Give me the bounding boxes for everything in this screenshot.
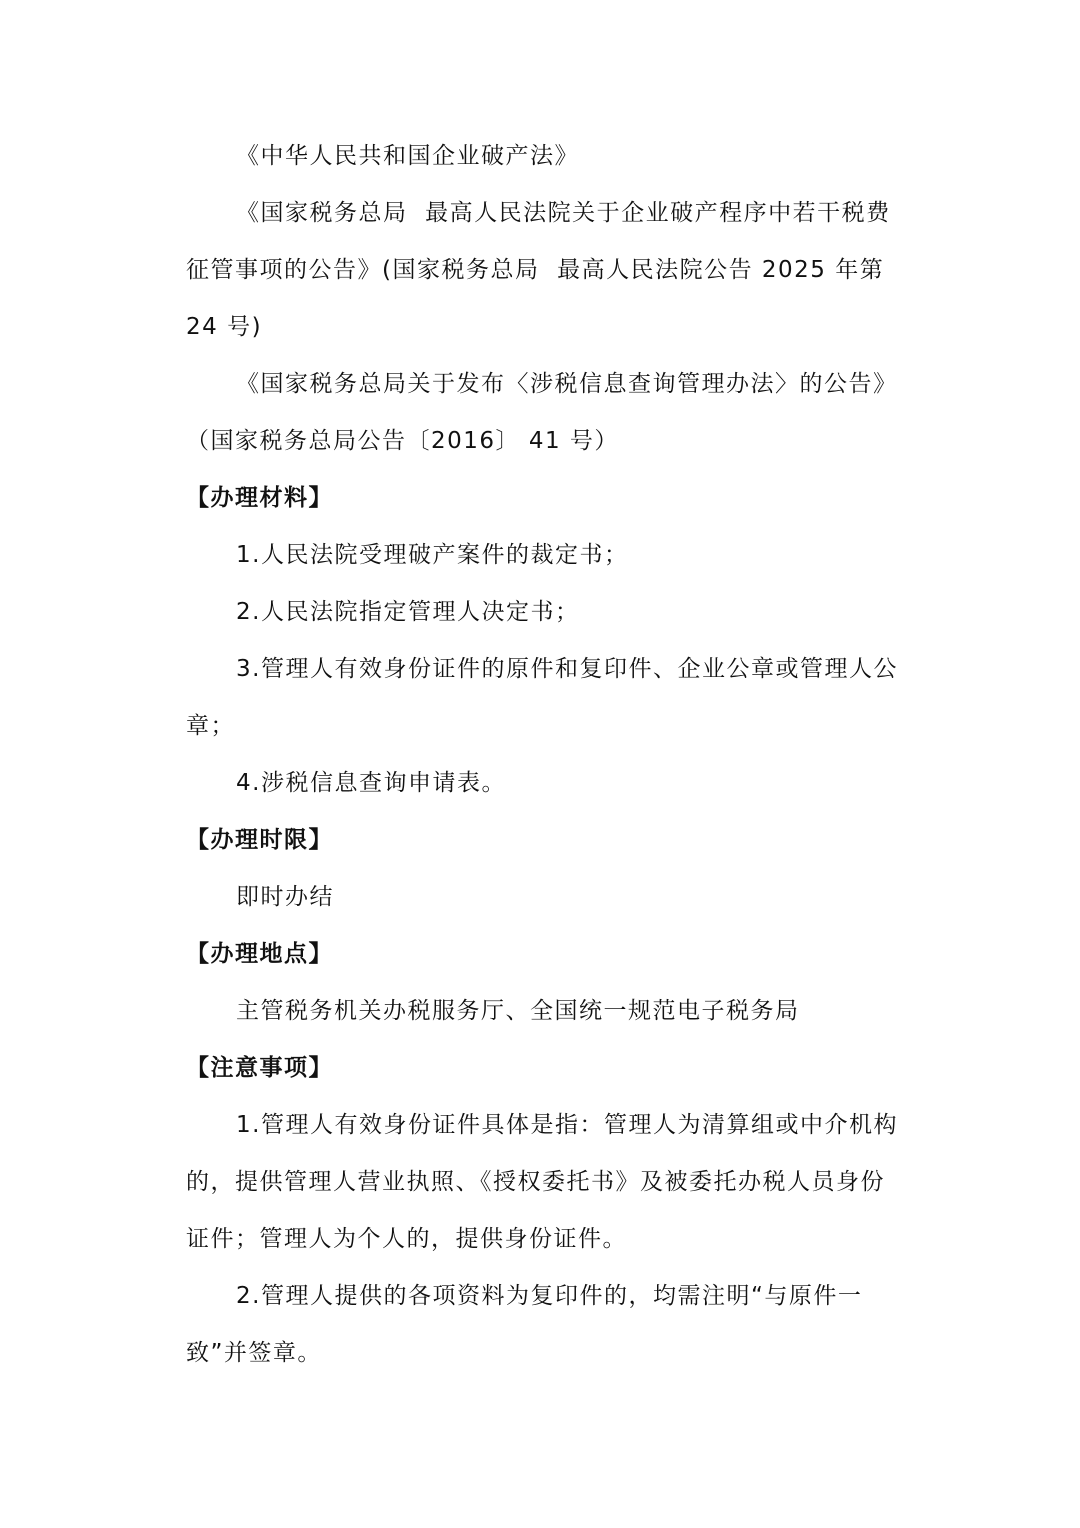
materials-heading: 【办理材料】 [186, 485, 333, 511]
materials-item-3: 3.管理人有效身份证件的原件和复印件、企业公章或管理人公章； [186, 656, 898, 739]
location-heading: 【办理地点】 [186, 941, 333, 967]
time-limit-heading: 【办理时限】 [186, 827, 333, 853]
basis-law-1: 《中华人民共和国企业破产法》 [236, 143, 579, 169]
materials-item-4: 4.涉税信息查询申请表。 [236, 770, 506, 796]
document-page [186, 128, 898, 1382]
location-value: 主管税务机关办税服务厅、全国统一规范电子税务局 [236, 998, 800, 1024]
notes-item-2: 2.管理人提供的各项资料为复印件的，均需注明“与原件一致”并签章。 [186, 1283, 863, 1366]
time-limit-value: 即时办结 [236, 884, 334, 910]
basis-law-2: 《国家税务总局 最高人民法院关于企业破产程序中若干税费征管事项的公告》(国家税务总局 最高人民法院公告 2025 年第 24 号) [186, 200, 894, 340]
basis-law-3: 《国家税务总局关于发布〈涉税信息查询管理办法〉的公告》（国家税务总局公告〔2016〕 41 号） [186, 371, 898, 454]
materials-item-1: 1.人民法院受理破产案件的裁定书； [236, 542, 629, 568]
materials-item-2: 2.人民法院指定管理人决定书； [236, 599, 580, 625]
notes-heading: 【注意事项】 [186, 1055, 333, 1081]
notes-item-1: 1.管理人有效身份证件具体是指：管理人为清算组或中介机构的，提供管理人营业执照、《授权委托书》及被委托办税人员身份证件；管理人为个人的，提供身份证件。 [186, 1112, 898, 1252]
